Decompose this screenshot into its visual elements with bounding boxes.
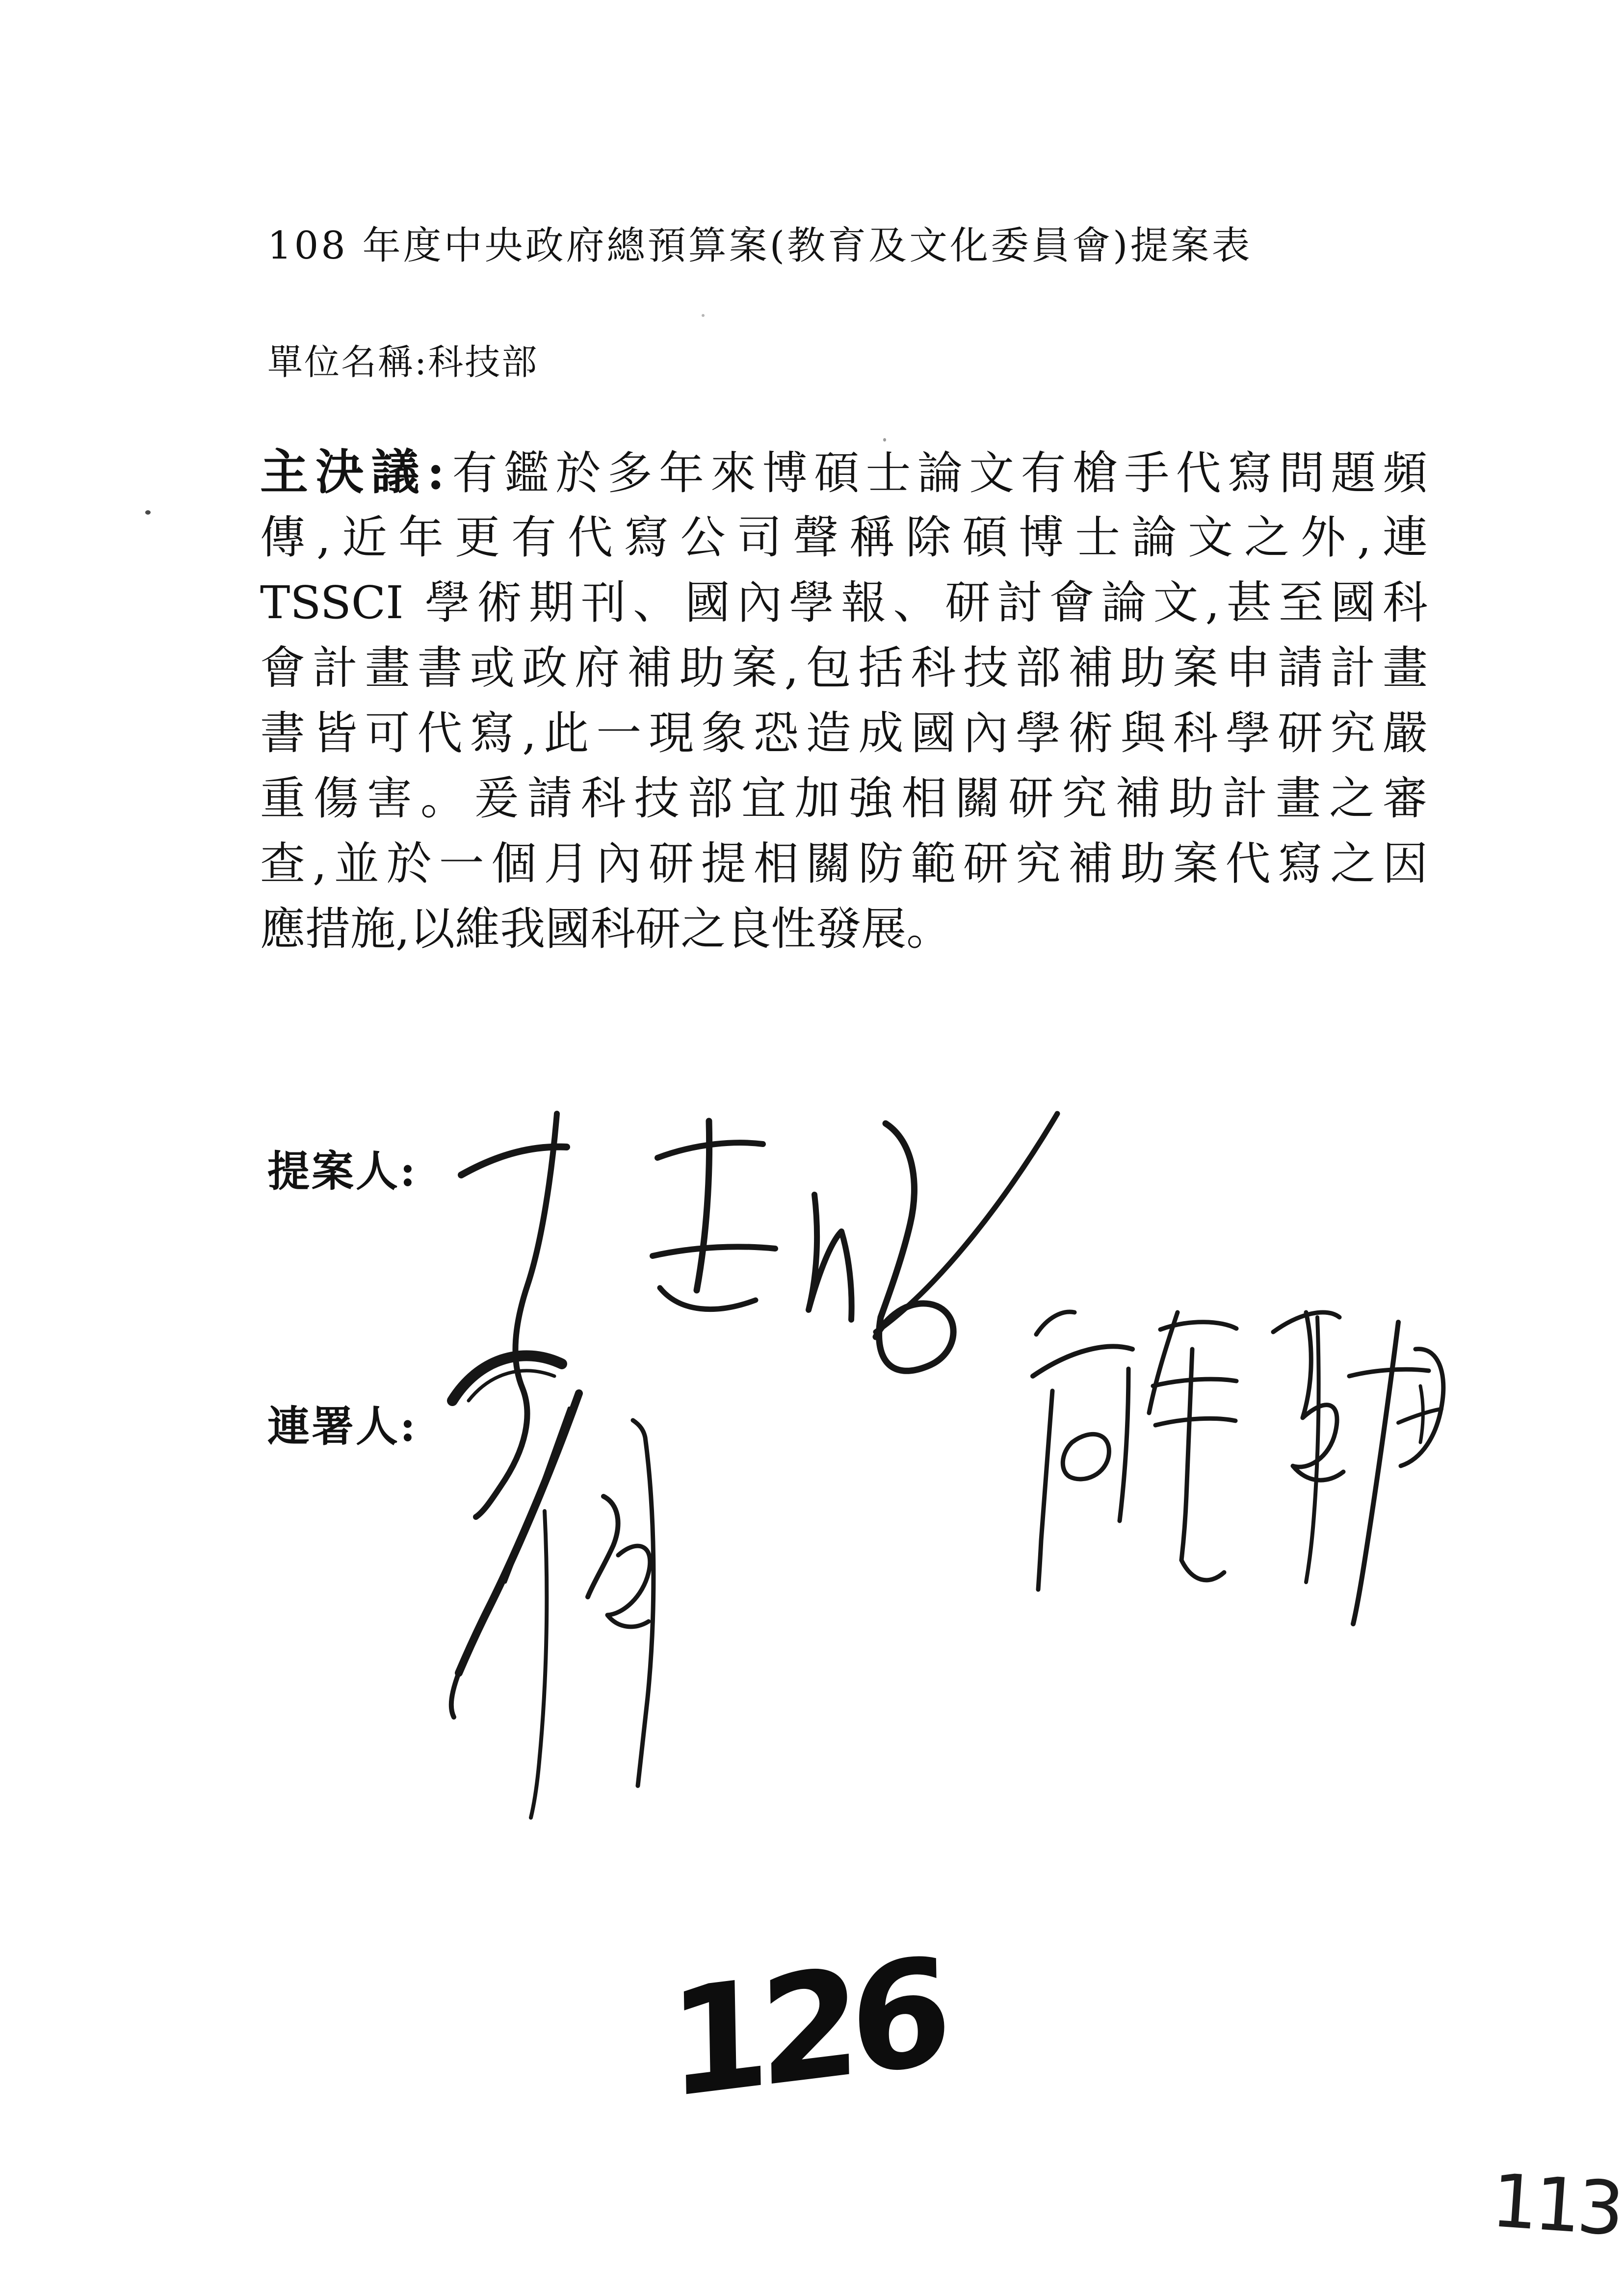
cosigner-label: 連署人: bbox=[267, 1402, 418, 1451]
unit-name-value: 科技部 bbox=[428, 341, 539, 383]
resolution-line-7: 查,並於一個月內研提相關防範研究補助案代寫之因 bbox=[260, 837, 1428, 890]
resolution-line-5: 書皆可代寫,此一現象恐造成國內學術與科學研究嚴 bbox=[260, 707, 1428, 759]
handwritten-sheet-number: 126 bbox=[667, 1925, 943, 2132]
page-title: 108 年度中央政府總預算案(教育及文化委員會)提案表 bbox=[267, 224, 1253, 268]
cosigner-signature-1 bbox=[422, 1334, 697, 1825]
proposer-label: 提案人: bbox=[267, 1147, 418, 1196]
scan-speck bbox=[883, 438, 886, 442]
resolution-line-1-text: 有鑑於多年來博碩士論文有槍手代寫問題頻 bbox=[445, 447, 1428, 499]
handwritten-page-number: 113 bbox=[1489, 2158, 1624, 2252]
scan-speck bbox=[702, 314, 705, 317]
resolution-label: 主決議: bbox=[260, 444, 446, 500]
resolution-line-3: TSSCI 學術期刊、國內學報、研討會論文,甚至國科 bbox=[260, 576, 1428, 629]
unit-name-label: 單位名稱: bbox=[267, 341, 428, 383]
unit-name-line bbox=[267, 334, 538, 385]
resolution-line-4: 會計畫書或政府補助案,包括科技部補助案申請計畫 bbox=[260, 642, 1428, 694]
resolution-line-6: 重傷害。爰請科技部宜加強相關研究補助計畫之審 bbox=[260, 772, 1428, 825]
resolution-line-2: 傳,近年更有代寫公司聲稱除碩博士論文之外,連 bbox=[260, 511, 1428, 564]
resolution-line-8: 應措施,以維我國科研之良性發展。 bbox=[260, 903, 952, 955]
scan-speck bbox=[145, 510, 151, 515]
cosigner-signature-2 bbox=[1006, 1276, 1447, 1668]
resolution-line-1 bbox=[260, 440, 1428, 505]
resolution-paragraph bbox=[260, 440, 1428, 962]
